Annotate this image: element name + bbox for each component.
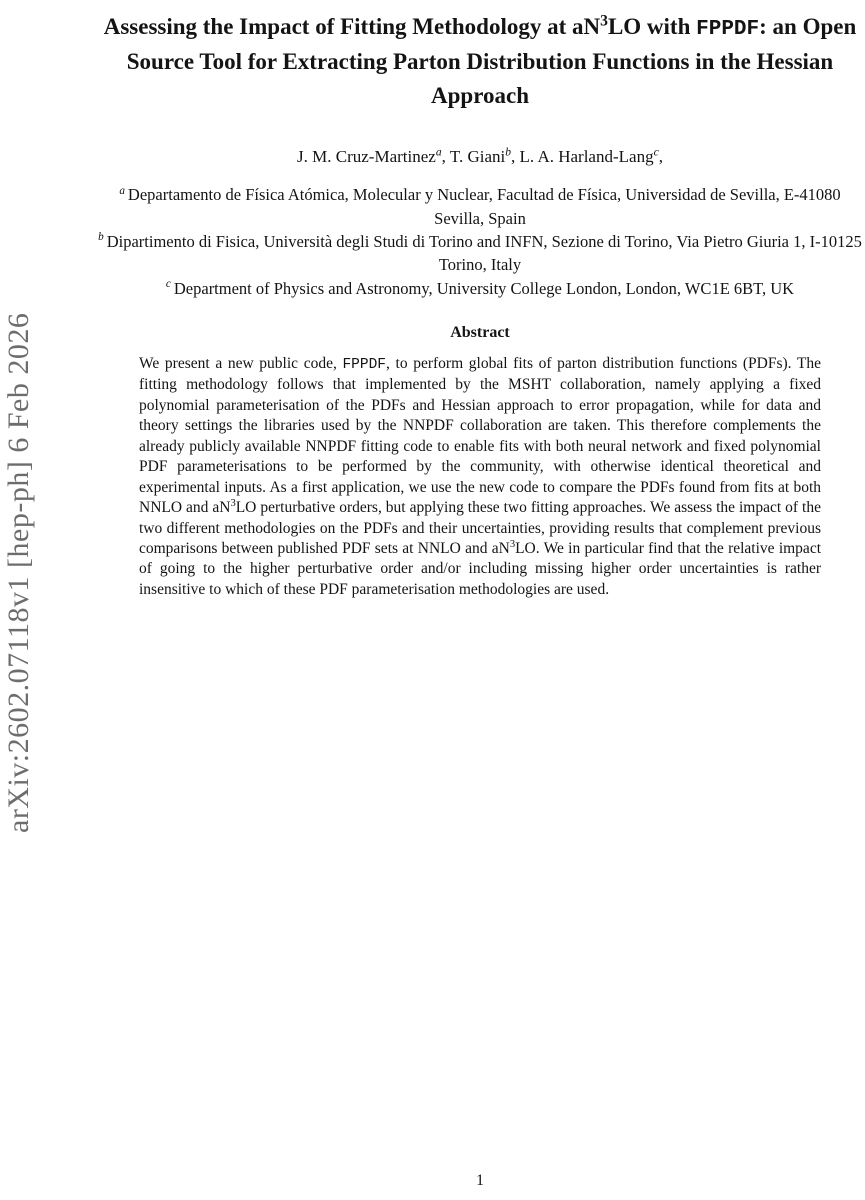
affiliation-text: Departamento de Física Atómica, Molecular y Nuclear, Facultad de Física, Universidad de Sevilla, E-41080 Sevilla, Spain [127, 185, 841, 228]
affiliation-item [95, 277, 865, 300]
author-name: , T. Giani [441, 147, 506, 167]
affiliation-item [95, 230, 865, 277]
abstract-paragraph-text: We present a new public code, [139, 355, 343, 373]
title-code-name: FPPDF [696, 18, 760, 41]
abstract-superscript: 3 [230, 497, 236, 509]
abstract-heading: Abstract [450, 324, 510, 342]
page-number: 1 [476, 1172, 484, 1189]
title-text: LO with [607, 14, 697, 39]
abstract-code-name: FPPDF [342, 357, 386, 374]
abstract-paragraph-text: , to perform global fits of parton distribution functions (PDFs). The fitting methodology follows that implemented by the MSHT collaboration, namely applying a fixed polynomial parameterisation of the PDFs and Hessian approach to error propagation, while for data and theory settings the libraries used by the NNPDF collaboration are taken. This therefore complements the already publicly available NNPDF fitting code to enable fits with both neural network and fixed polynomial PDF parameterisations to be performed by the community, with otherwise identical theoretical and experimental inputs. As a first application, we use the new code to compare the PDFs found from fits at both NNLO and aN [139, 355, 821, 517]
arxiv-watermark: arXiv:2602.07118v1 [hep-ph] 6 Feb 2026 [2, 312, 35, 833]
affiliation-item [95, 183, 865, 230]
paper-title [95, 10, 865, 113]
abstract-superscript: 3 [509, 538, 516, 550]
author-affiliation-marker: a [435, 145, 442, 159]
author-name: , L. A. Harland-Lang [511, 147, 654, 167]
title-text: : an Open Source Tool for Extracting Parton Distribution Functions in the Hessian Approach [126, 14, 857, 109]
title-superscript: 3 [600, 12, 608, 30]
affiliations-block [95, 183, 865, 300]
affiliation-text: Department of Physics and Astronomy, University College London, London, WC1E 6BT, UK [173, 278, 795, 298]
author-affiliation-marker: b [505, 145, 511, 159]
abstract-text [139, 354, 821, 600]
affiliation-marker: b [98, 231, 104, 244]
author-line-trailing-comma: , [658, 147, 663, 167]
affiliation-marker: a [119, 184, 125, 197]
paper-content [95, 0, 865, 600]
abstract-paragraph-text: LO perturbative orders, but applying these two fitting approaches. We assess the impact of the two different methodologies on the PDFs and their uncertainties, providing results that complement previous comparisons between published PDF sets at NNLO and aN [139, 499, 821, 557]
affiliation-marker: c [165, 278, 171, 291]
author-name: J. M. Cruz-Martinez [297, 147, 436, 167]
author-affiliation-marker: c [653, 145, 659, 159]
affiliation-text: Dipartimento di Fisica, Università degli Studi di Torino and INFN, Sezione di Torino, Via Pietro Giuria 1, I-10125 Torino, Italy [106, 231, 862, 275]
title-text: Assessing the Impact of Fitting Methodology at aN [103, 14, 601, 39]
abstract-paragraph-text: LO. We in particular find that the relative impact of going to the higher perturbative order and/or including missing higher order uncertainties is rather insensitive to which of these PDF parameterisation methodologies are used. [139, 540, 821, 598]
author-line [95, 147, 865, 167]
